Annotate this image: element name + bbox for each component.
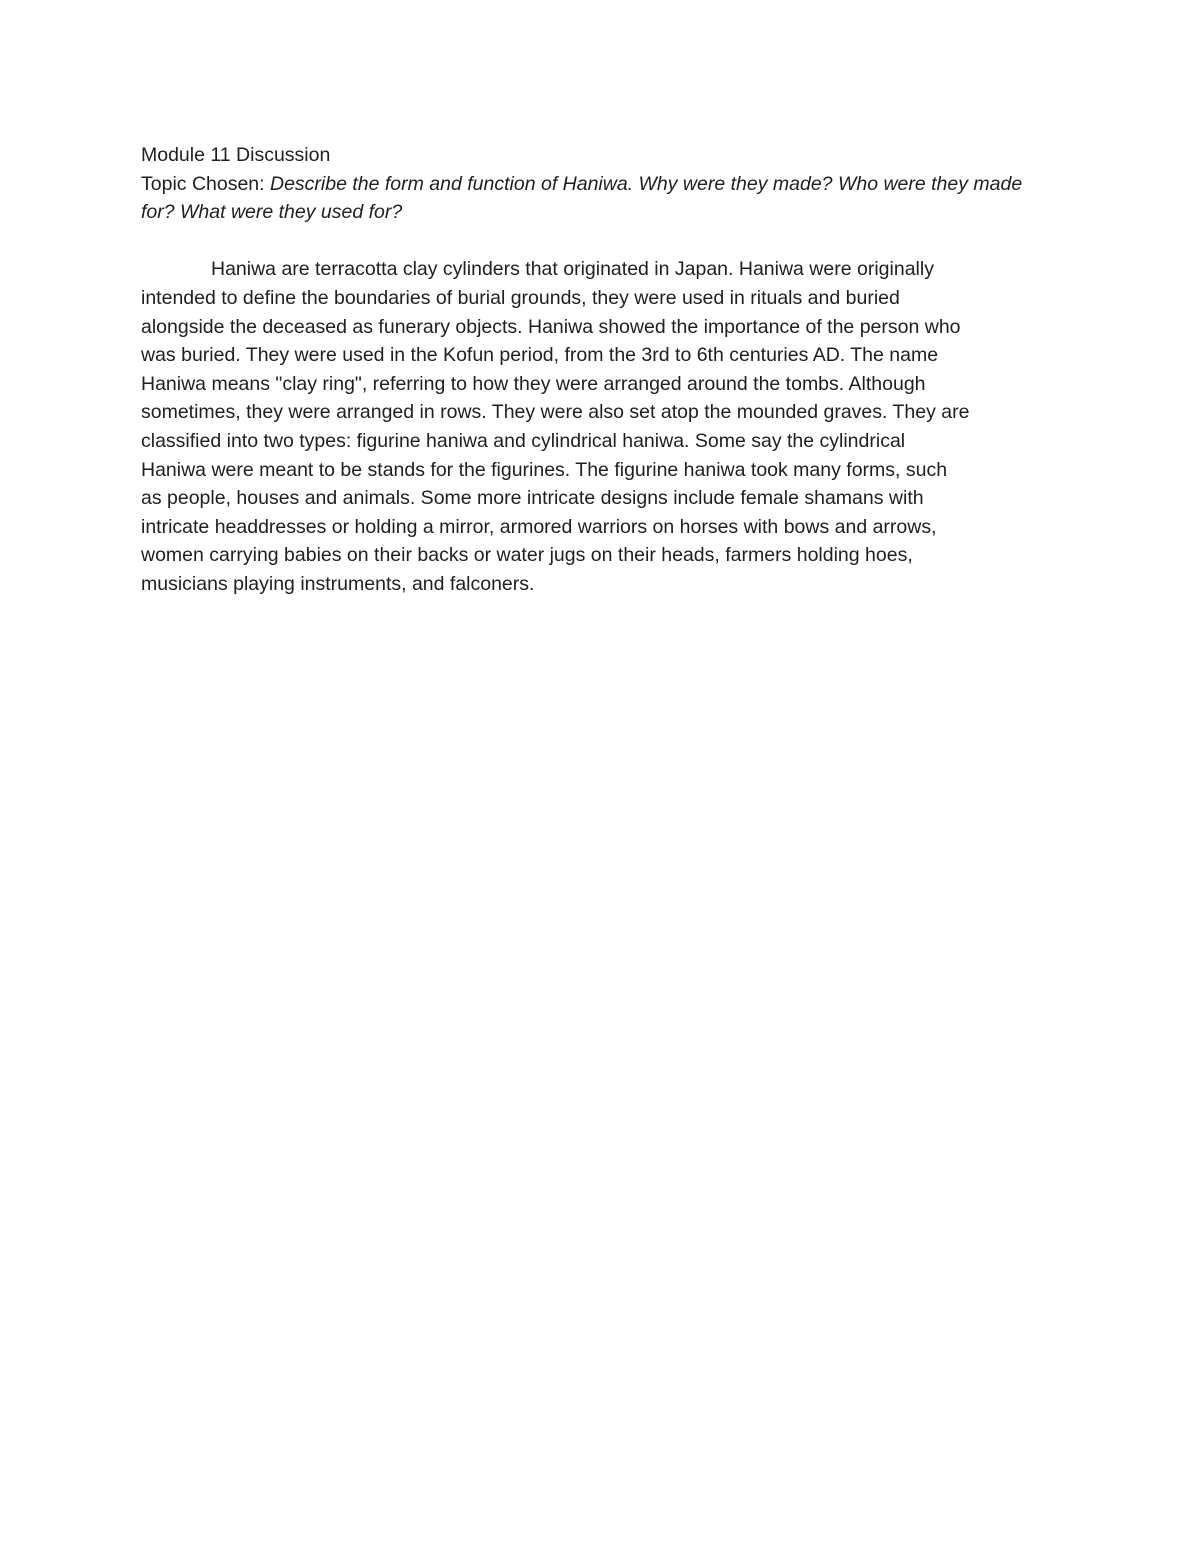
document-content	[141, 141, 1059, 599]
topic-line	[141, 170, 1059, 227]
paragraph-line: was buried. They were used in the Kofun period, from the 3rd to 6th centuries AD. The name	[141, 344, 939, 367]
document-title: Module 11 Discussion	[141, 144, 331, 166]
body-paragraph	[141, 255, 1059, 598]
paragraph-line: intricate headdresses or holding a mirror, armored warriors on horses with bows and arrows,	[141, 515, 937, 538]
topic-text: Describe the form and function of Haniwa. Why were they made? Who were they made for? What were they used for?	[141, 172, 1023, 224]
paragraph-line: women carrying babies on their backs or water jugs on their heads, farmers holding hoes,	[141, 544, 913, 567]
paragraph-line: as people, houses and animals. Some more intricate designs include female shamans with	[141, 487, 924, 510]
paragraph-line: sometimes, they were arranged in rows. They were also set atop the mounded graves. They are	[141, 401, 970, 424]
paragraph-line: Haniwa were meant to be stands for the figurines. The figurine haniwa took many forms, such	[141, 458, 948, 481]
blank-line	[141, 227, 1059, 256]
paragraph-line: Haniwa are terracotta clay cylinders that originated in Japan. Haniwa were originally	[211, 258, 934, 281]
topic-label: Topic Chosen:	[141, 172, 270, 195]
paragraph-line: musicians playing instruments, and falconers.	[141, 572, 535, 595]
paragraph-line: Haniwa means "clay ring", referring to how they were arranged around the tombs. Although	[141, 372, 926, 395]
paragraph-line: alongside the deceased as funerary objects. Haniwa showed the importance of the person who	[141, 315, 961, 338]
paragraph-line: classified into two types: figurine haniwa and cylindrical haniwa. Some say the cylindrical	[141, 429, 906, 452]
paragraph-line: intended to define the boundaries of burial grounds, they were used in rituals and buried	[141, 286, 900, 309]
